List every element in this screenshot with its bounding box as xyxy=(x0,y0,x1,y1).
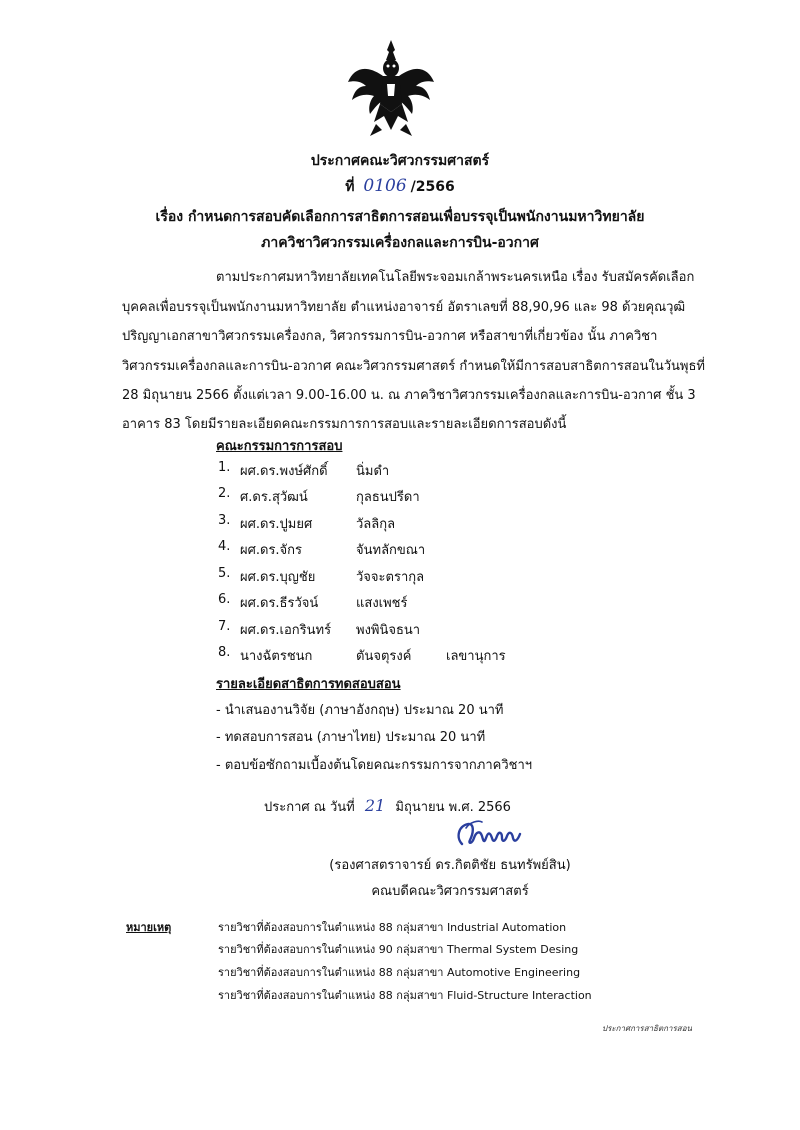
date-day-handwritten: 21 xyxy=(364,796,386,815)
member-number: 2. xyxy=(218,486,231,501)
remarks-label: หมายเหตุ xyxy=(126,921,172,934)
member-surname: กุลธนปรีดา xyxy=(356,490,420,505)
member-surname: แสงเพชร์ xyxy=(356,596,408,611)
footer-note: ประกาศการสาธิตการสอน xyxy=(602,1024,692,1033)
member-number: 4. xyxy=(218,539,231,554)
remark-line: รายวิชาที่ต้องสอบการในตำแหน่ง 90 กลุ่มสาขา Thermal System Desing xyxy=(218,943,579,956)
member-surname: จันทลักขณา xyxy=(356,543,426,558)
handwritten-signature-icon xyxy=(452,818,524,852)
body-line: บุคคลเพื่อบรรจุเป็นพนักงานมหาวิทยาลัย ตำแหน่งอาจารย์ อัตราเลขที่ 88,90,96 และ 98 ด้วยคุณวุฒิ xyxy=(122,300,686,315)
remark-line: รายวิชาที่ต้องสอบการในตำแหน่ง 88 กลุ่มสาขา Industrial Automation xyxy=(218,921,567,934)
body-line: 28 มิถุนายน 2566 ตั้งแต่เวลา 9.00-16.00 น. ณ ภาควิชาวิศวกรรมเครื่องกลและการบิน-อวกาศ ชั้น 3 xyxy=(122,388,696,403)
announcement-date xyxy=(264,796,511,817)
announcement-department: ภาควิชาวิศวกรรมเครื่องกลและการบิน-อวกาศ xyxy=(261,235,539,251)
member-surname: ตันจตุรงค์ xyxy=(356,649,412,664)
member-name: ผศ.ดร.พงษ์ศักดิ์ xyxy=(240,464,328,479)
exam-detail-item: - นำเสนองานวิจัย (ภาษาอังกฤษ) ประมาณ 20 นาที xyxy=(216,703,504,718)
member-surname: วัลลิกุล xyxy=(356,517,396,532)
member-surname: นิ่มดำ xyxy=(356,464,390,479)
member-name: ผศ.ดร.จักร xyxy=(240,543,303,558)
body-line: ปริญญาเอกสาขาวิศวกรรมเครื่องกล, วิศวกรรมการบิน-อวกาศ หรือสาขาที่เกี่ยวข้อง นั้น ภาควิชา xyxy=(122,329,658,344)
exam-detail-item: - ตอบข้อซักถามเบื้องต้นโดยคณะกรรมการจากภาควิชาฯ xyxy=(216,758,533,773)
announcement-title: ประกาศคณะวิศวกรรมศาสตร์ xyxy=(310,153,490,169)
number-prefix: ที่ xyxy=(345,179,355,195)
member-surname: พงพินิจธนา xyxy=(356,623,421,638)
number-handwritten: 0106 xyxy=(363,176,407,196)
member-surname: วัจจะตรากุล xyxy=(356,570,425,585)
member-role: เลขานุการ xyxy=(446,649,506,664)
garuda-emblem-icon xyxy=(346,38,436,138)
body-line: อาคาร 83 โดยมีรายละเอียดคณะกรรมการการสอบและรายละเอียดการสอบดังนี้ xyxy=(122,417,567,432)
announcement-subject: เรื่อง กำหนดการสอบคัดเลือกการสาธิตการสอนเพื่อบรรจุเป็นพนักงานมหาวิทยาลัย xyxy=(155,209,645,225)
member-number: 5. xyxy=(218,566,231,581)
remark-line: รายวิชาที่ต้องสอบการในตำแหน่ง 88 กลุ่มสาขา Fluid-Structure Interaction xyxy=(218,989,592,1002)
committee-heading: คณะกรรมการการสอบ xyxy=(216,439,343,454)
signatory-position: คณบดีคณะวิศวกรรมศาสตร์ xyxy=(371,884,529,899)
exam-details-heading: รายละเอียดสาธิตการทดสอบสอน xyxy=(216,677,401,692)
date-prefix: ประกาศ ณ วันที่ xyxy=(264,800,355,815)
date-suffix: มิถุนายน พ.ศ. 2566 xyxy=(395,800,511,815)
signatory-name: (รองศาสตราจารย์ ดร.กิตติชัย ธนทรัพย์สิน) xyxy=(329,858,571,873)
member-number: 1. xyxy=(218,460,231,475)
body-line: วิศวกรรมเครื่องกลและการบิน-อวกาศ คณะวิศวกรรมศาสตร์ กำหนดให้มีการสอบสาธิตการสอนในวันพุธที่ xyxy=(122,359,705,374)
member-number: 6. xyxy=(218,592,231,607)
remark-line: รายวิชาที่ต้องสอบการในตำแหน่ง 88 กลุ่มสาขา Automotive Engineering xyxy=(218,966,581,979)
exam-detail-item: - ทดสอบการสอน (ภาษาไทย) ประมาณ 20 นาที xyxy=(216,730,486,745)
member-name: ศ.ดร.สุวัฒน์ xyxy=(240,490,308,505)
member-number: 7. xyxy=(218,619,231,634)
member-name: ผศ.ดร.เอกรินทร์ xyxy=(240,623,332,638)
member-name: ผศ.ดร.บุญชัย xyxy=(240,570,316,585)
member-number: 8. xyxy=(218,645,231,660)
announcement-number xyxy=(0,176,800,198)
member-number: 3. xyxy=(218,513,231,528)
member-name: นางฉัตรชนก xyxy=(240,649,313,664)
body-line: ตามประกาศมหาวิทยาลัยเทคโนโลยีพระจอมเกล้าพระนครเหนือ เรื่อง รับสมัครคัดเลือก xyxy=(216,270,695,285)
member-name: ผศ.ดร.ธีรวัจน์ xyxy=(240,596,319,611)
member-name: ผศ.ดร.ปูมยศ xyxy=(240,517,313,532)
number-suffix: /2566 xyxy=(410,179,455,195)
